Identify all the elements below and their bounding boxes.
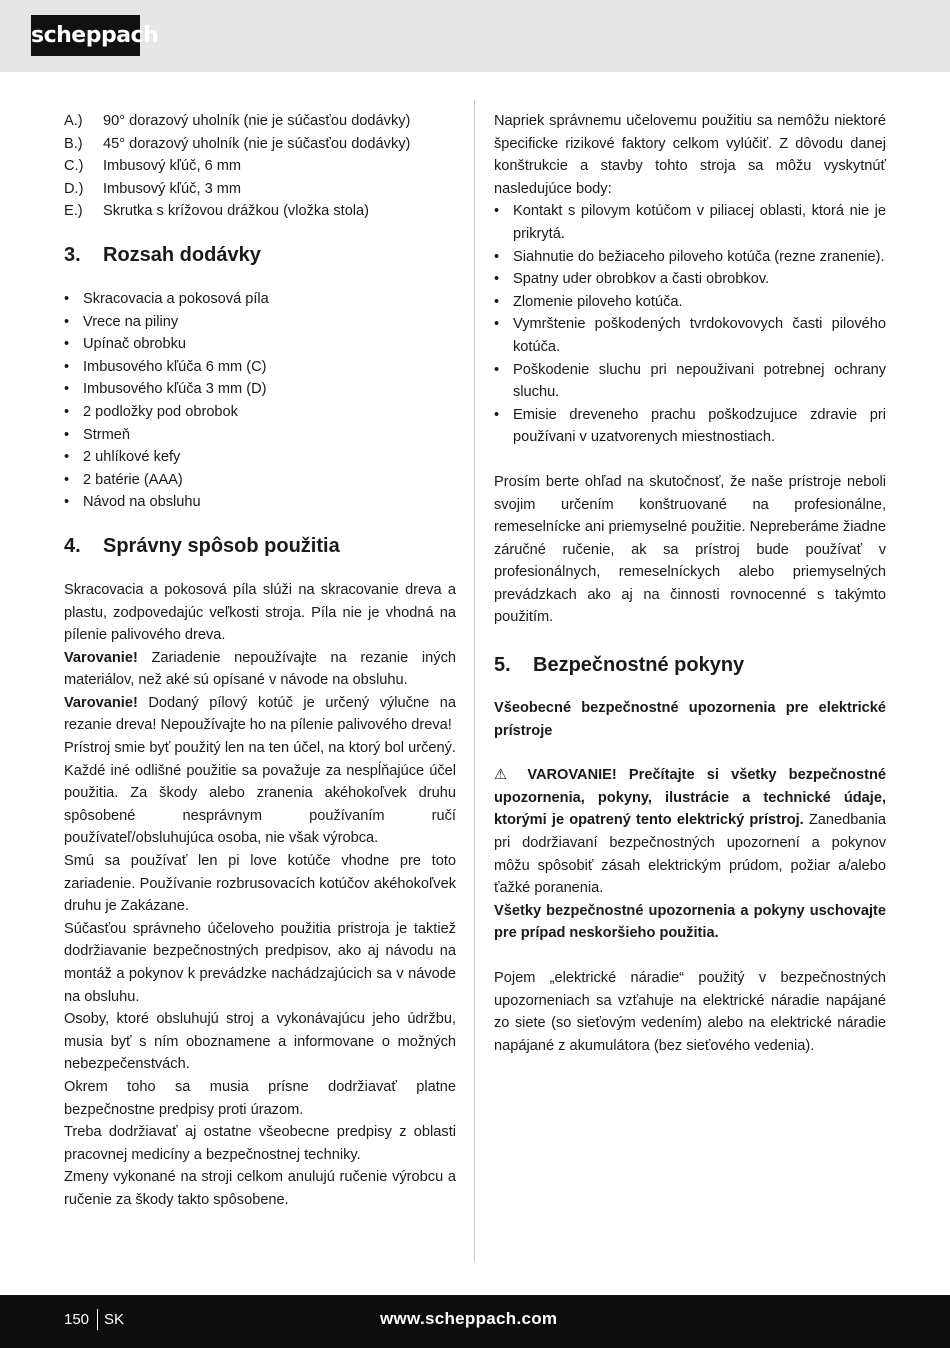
footer-separator (97, 1309, 98, 1330)
list-item (494, 246, 886, 269)
item-text: 2 batérie (AAA) (83, 471, 183, 488)
page-header (0, 0, 950, 72)
item-text: Strmeň (83, 426, 131, 443)
item-key: B.) (64, 135, 83, 152)
item-text: 45° dorazový uholník (nie je súčasťou dodávky) (103, 135, 411, 152)
risk-list (494, 200, 886, 449)
paragraph: Okrem toho sa musia prísne dodržiavať platne bezpečnostne predpisy proti úrazom. (64, 1078, 456, 1118)
item-text: Kontakt s pilovym kotúčom v piliacej oblasti, ktorá nie je prikrytá. (513, 203, 886, 242)
bullet: • (64, 290, 70, 307)
warning-text: Zariadenie nepoužívajte na rezanie iných materiálov, než aké sú opísané v návode na obsluhu. (64, 649, 456, 689)
paragraph: Skracovacia a pokosová píla slúži na skracovanie dreva a plastu, zodpovedajúc veľkosti stroja. Píla nie je vhodná na pílenie palivového dreva. (64, 581, 456, 644)
section-heading-safety (494, 651, 886, 679)
bullet: • (64, 336, 70, 353)
paragraph: Smú sa používať len pi love kotúče vhodne pre toto zariadenie. Používanie rozbrusovacích kotúčov akéhokoľvek druhu je Zakázane. (64, 853, 456, 915)
bullet: • (64, 403, 70, 420)
item-text: 2 uhlíkové kefy (83, 449, 181, 466)
list-item (64, 178, 456, 201)
paragraph: Súčasťou správneho účeloveho použitia pristroja je taktiež dodržiavanie bezpečnostných predpisov, ako aj návodu na montáž a pokynov k prevádzke nachádzajúcich sa v návode na obsluhu. (64, 920, 456, 1005)
bullet: • (494, 248, 500, 265)
list-item (64, 155, 456, 178)
left-column (64, 110, 456, 1212)
website-link[interactable]: www.scheppach.com (380, 1309, 558, 1328)
warning-icon: ⚠ (494, 767, 516, 784)
item-text: 2 podložky pod obrobok (83, 403, 238, 420)
warning-paragraph (64, 647, 456, 692)
bullet: • (494, 271, 500, 288)
item-text: Imbusový kľúč, 6 mm (103, 158, 242, 175)
item-text: Imbusového kľúča 6 mm (C) (83, 358, 267, 375)
section-title: Bezpečnostné pokyny (533, 654, 745, 677)
item-key: D.) (64, 180, 84, 197)
item-text: Imbusového kľúča 3 mm (D) (83, 381, 267, 398)
bullet: • (64, 449, 70, 466)
list-item (64, 311, 456, 334)
scope-list (64, 288, 456, 514)
bullet: • (64, 313, 70, 330)
page-number: 150 (64, 1311, 90, 1328)
item-text: Vrece na piliny (83, 313, 179, 330)
item-key: C.) (64, 158, 84, 175)
bullet: • (494, 316, 500, 333)
warning-text: Dodaný pílový kotúč je určený výlučne na rezanie dreva! Nepoužívajte ho na pílenie palivového dreva! (64, 694, 456, 734)
warning-paragraph (64, 692, 456, 737)
section-title: Správny spôsob použitia (103, 534, 340, 557)
item-text: Skrutka s krížovou drážkou (vložka stola) (103, 203, 370, 220)
list-item (494, 404, 886, 449)
section-number: 3. (64, 243, 81, 266)
language-code: SK (104, 1311, 125, 1328)
section-heading-intended-use (64, 532, 456, 560)
list-item (64, 469, 456, 492)
item-text: Návod na obsluhu (83, 494, 201, 511)
list-item (64, 200, 456, 223)
list-item (494, 200, 886, 245)
list-item (64, 446, 456, 469)
bold-paragraph (494, 900, 886, 945)
paragraph: Osoby, ktoré obsluhujú stroj a vykonávajúcu jeho údržbu, musia byť s ním oboznamene a informovane o možných nebezpečenstvách. (64, 1011, 456, 1073)
bullet: • (494, 406, 500, 423)
item-text: Skracovacia a pokosová píla (83, 290, 269, 307)
warning-label: Varovanie! (64, 694, 138, 711)
bullet: • (64, 358, 70, 375)
parts-list (64, 110, 456, 223)
scheppach-logo: scheppach (31, 15, 140, 56)
list-item (64, 378, 456, 401)
item-text: Imbusový kľúč, 3 mm (103, 180, 242, 197)
column-divider (474, 100, 475, 1262)
bullet: • (494, 361, 500, 378)
warning-paragraph (494, 764, 886, 900)
list-item (494, 313, 886, 358)
section-heading-scope (64, 241, 456, 269)
paragraph: Napriek správnemu učelovemu použitiu sa nemôžu niektoré špecificke rizikové faktory celkom vylúčiť. Z dôvodu danej konštrukcie a stavby tohto stroja sa môžu vyskytnúť nasledujúce body: (494, 113, 886, 197)
paragraph: Treba dodržiavať aj ostatne všeobecne predpisy z oblasti pracovnej medicíny a bezpečnostnej techniky. (64, 1124, 456, 1163)
bullet: • (64, 471, 70, 488)
right-column (494, 110, 886, 1057)
item-text: Emisie dreveneho prachu poškodzujuce zdravie pri používani v uzatvorenych miestnostiach. (513, 406, 886, 446)
list-item (64, 401, 456, 424)
subheading: Všeobecné bezpečnostné upozornenia pre elektrické prístroje (494, 700, 886, 739)
section-number: 4. (64, 534, 81, 557)
section-title: Rozsah dodávky (103, 243, 261, 266)
bullet: • (494, 203, 500, 220)
item-text: Zlomenie piloveho kotúča. (513, 293, 683, 310)
paragraph: Prosím berte ohľad na skutočnosť, že naše prístroje neboli svojim určením konštruované na profesionálne, remeselnícke ani priemyselné použitie. Nepreberáme žiadne záručné ručenie, ak sa prístroj bude používať v profesionálnych, remeselníckych alebo priemyselných prevádzkach ako aj na činnosti rovnocenné s takýmto použitím. (494, 473, 886, 626)
list-item (494, 291, 886, 314)
list-item (64, 288, 456, 311)
list-item (64, 110, 456, 133)
item-text: Siahnutie do bežiaceho piloveho kotúča (rezne zranenie). (513, 248, 885, 265)
list-item (64, 356, 456, 379)
list-item (494, 359, 886, 404)
item-text: Poškodenie sluchu pri nepouživani potrebnej ochrany sluchu. (513, 361, 886, 401)
paragraph: Prístroj smie byť použitý len na ten účel, na ktorý bol určený. Každé iné odlišné použitie sa považuje za nespĺňajúce účel použitia. Za škody alebo zranenia akéhokoľvek druhu spôsobené nesprávnym používaním ručí používateľ/obsluhujúca osoba, nie však výrobca. (64, 740, 456, 847)
item-text: Spatny uder obrobkov a časti obrobkov. (513, 271, 770, 288)
bullet: • (64, 381, 70, 398)
list-item (494, 268, 886, 291)
bullet: • (64, 494, 70, 511)
list-item (64, 333, 456, 356)
section-number: 5. (494, 654, 511, 677)
paragraph: Zmeny vykonané na stroji celkom anulujú ručenie výrobcu a ručenie za škody takto spôsobene. (64, 1169, 456, 1208)
item-key: E.) (64, 203, 83, 220)
item-key: A.) (64, 113, 83, 129)
page-footer (0, 1295, 950, 1348)
item-text: Vymrštenie poškodených tvrdokovovych časti pilového kotúča. (513, 316, 886, 355)
warning-bold-text: VAROVANIE! Prečítajte si všetky bezpečnostné upozornenia, pokyny, ilustrácie a technické údaje, ktorými je opatrený tento elektrický prístroj. (494, 767, 886, 829)
item-text: Upínač obrobku (83, 336, 187, 353)
paragraph: Pojem „elektrické náradie“ použitý v bezpečnostných upozorneniach sa vzťahuje na elektrické náradie napájané zo siete (so sieťovým vedením) alebo na elektrické náradie napájané z akumulátora (bez sieťového vedenia). (494, 970, 886, 1054)
warning-text: Zanedbania pri dodržiavaní bezpečnostných upozornení a pokynov môžu spôsobiť zásah elektrickým prúdom, požiar a/alebo ťažké poranenia. (494, 812, 886, 897)
list-item (64, 491, 456, 514)
warning-label: Varovanie! (64, 649, 138, 666)
bullet: • (64, 426, 70, 443)
bullet: • (494, 293, 500, 310)
keep-instructions: Všetky bezpečnostné upozornenia a pokyny uschovajte pre prípad neskoršieho použitia. (494, 902, 886, 942)
item-text: 90° dorazový uholník (nie je súčasťou dodávky) (103, 113, 411, 129)
list-item (64, 133, 456, 156)
list-item (64, 424, 456, 447)
